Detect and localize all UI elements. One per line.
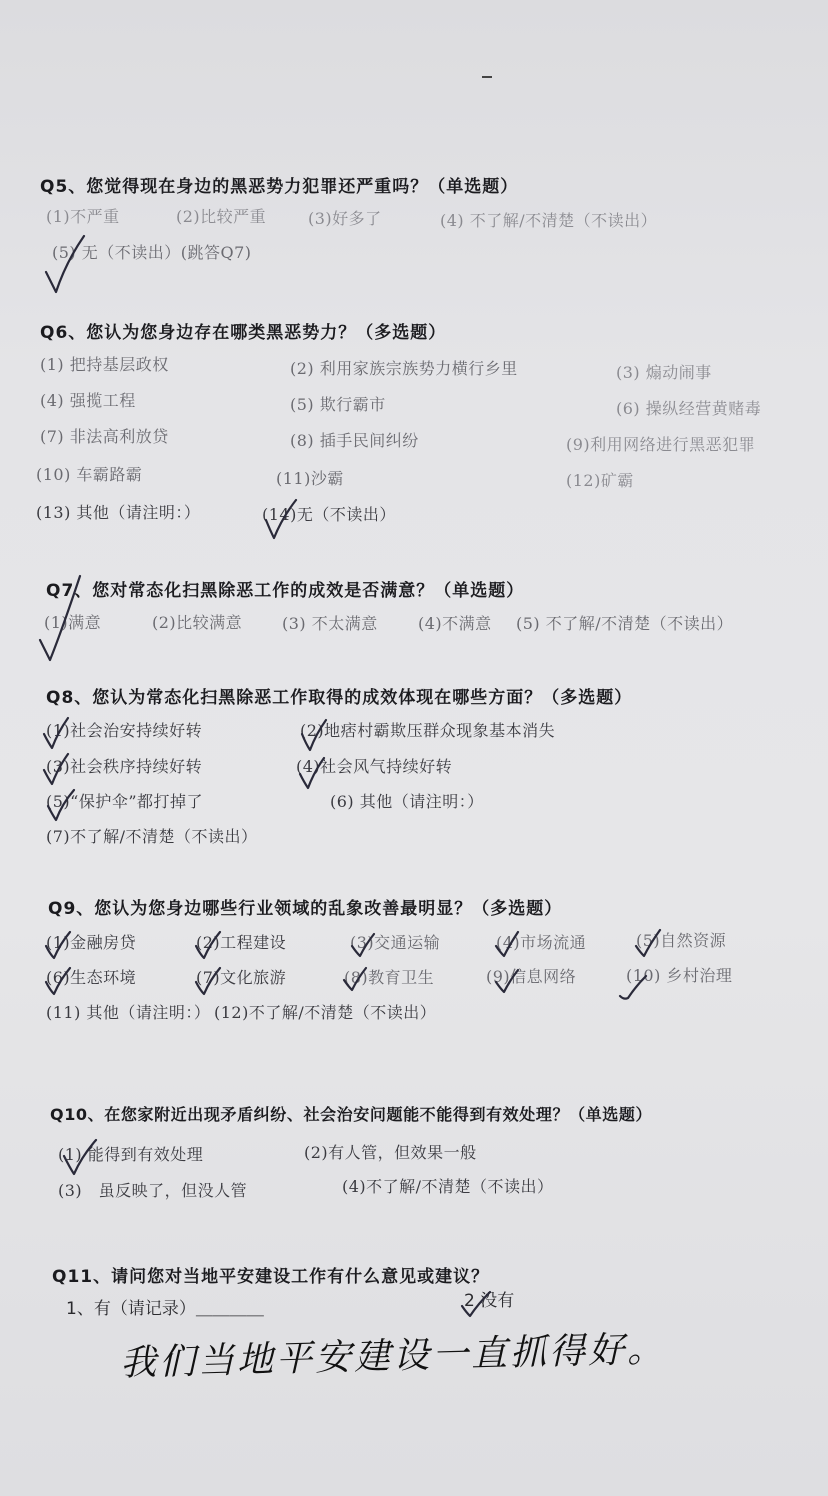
q6-title: Q6、您认为您身边存在哪类黑恶势力？（多选题）	[40, 323, 447, 343]
q8-option-4: (4)社会风气持续好转	[296, 757, 453, 776]
q6-option-1: (1) 把持基层政权	[40, 355, 169, 374]
q9-option-10: (10) 乡村治理	[626, 966, 733, 985]
q7-option-3: (3) 不太满意	[282, 614, 378, 633]
q6-option-9: (9)利用网络进行黑恶犯罪	[566, 435, 756, 454]
q9-title: Q9、您认为您身边哪些行业领域的乱象改善最明显？（多选题）	[48, 899, 563, 919]
q10-option-3: (3) 虽反映了，但没人管	[58, 1181, 248, 1200]
q6-option-11: (11)沙霸	[276, 469, 344, 488]
q5-title: Q5、您觉得现在身边的黑恶势力犯罪还严重吗？（单选题）	[40, 177, 519, 197]
q9-option-9: (9)信息网络	[486, 967, 577, 986]
q11-handwritten-answer: 我们当地平安建设一直抓得好。	[119, 1328, 667, 1385]
q6-option-4: (4) 强揽工程	[40, 391, 136, 410]
q9-option-1: (1)金融房贷	[46, 933, 137, 952]
q9-option-3: (3)交通运输	[350, 933, 441, 952]
q10-option-2: (2)有人管，但效果一般	[304, 1143, 477, 1162]
q10-option-1: (1) 能得到有效处理	[58, 1145, 204, 1164]
q8-option-2: (2)地痞村霸欺压群众现象基本消失	[300, 721, 556, 740]
q6-option-5: (5) 欺行霸市	[290, 395, 386, 414]
q7-option-2: (2)比较满意	[152, 613, 243, 632]
q9-option-8: (8)教育卫生	[344, 968, 435, 987]
q8-option-3: (3)社会秩序持续好转	[46, 757, 203, 776]
q6-option-8: (8) 插手民间纠纷	[290, 431, 419, 450]
q6-option-2: (2) 利用家族宗族势力横行乡里	[290, 359, 518, 378]
q5-option-2: (2)比较严重	[176, 207, 267, 226]
q8-option-5: (5)“保护伞”都打掉了	[46, 792, 204, 811]
q9-option-12: (12)不了解/不清楚（不读出）	[214, 1003, 437, 1022]
q7-title: Q7、您对常态化扫黑除恶工作的成效是否满意？（单选题）	[46, 581, 525, 601]
q6-option-6: (6) 操纵经营黄赌毒	[616, 399, 762, 418]
q10-title: Q10、在您家附近出现矛盾纠纷、社会治安问题能不能得到有效处理？（单选题）	[50, 1105, 653, 1124]
q5-option-1: (1)不严重	[46, 207, 120, 226]
q5-option-3: (3)好多了	[308, 209, 382, 228]
q9-option-6: (6)生态环境	[46, 968, 137, 987]
q6-option-13: (13) 其他（请注明：）	[36, 503, 201, 522]
q8-option-1: (1)社会治安持续好转	[46, 721, 203, 740]
q8-title: Q8、您认为常态化扫黑除恶工作取得的成效体现在哪些方面？（多选题）	[46, 688, 633, 708]
q5-option-4: (4) 不了解/不清楚（不读出）	[440, 211, 658, 230]
q7-option-4: (4)不满意	[418, 614, 492, 633]
q9-option-5: (5)自然资源	[636, 931, 727, 950]
q8-option-7: (7)不了解/不清楚（不读出）	[46, 827, 258, 846]
q11-option-yes: 1、有（请记录）＿＿＿＿	[66, 1299, 264, 1319]
q9-option-11: (11) 其他（请注明：）	[46, 1003, 211, 1022]
q6-option-14: (14)无（不读出）	[262, 505, 396, 524]
q7-option-1: (1)满意	[44, 613, 102, 632]
q11-title: Q11、请问您对当地平安建设工作有什么意见或建议？	[52, 1267, 490, 1287]
page-dash-mark	[482, 76, 492, 78]
q8-option-6: (6) 其他（请注明：）	[330, 792, 484, 811]
q9-option-4: (4)市场流通	[496, 933, 587, 952]
q10-option-4: (4)不了解/不清楚（不读出）	[342, 1177, 554, 1196]
q6-option-3: (3) 煽动闹事	[616, 363, 712, 382]
q9-option-7: (7)文化旅游	[196, 968, 287, 987]
q7-option-5: (5) 不了解/不清楚（不读出）	[516, 614, 734, 633]
q6-option-10: (10) 车霸路霸	[36, 465, 143, 484]
q6-option-7: (7) 非法高利放贷	[40, 427, 169, 446]
q9-option-2: (2)工程建设	[196, 933, 287, 952]
q5-option-5: (5) 无（不读出）(跳答Q7)	[52, 243, 252, 262]
q11-option-no: 2 没有	[464, 1291, 515, 1311]
q6-option-12: (12)矿霸	[566, 471, 634, 490]
